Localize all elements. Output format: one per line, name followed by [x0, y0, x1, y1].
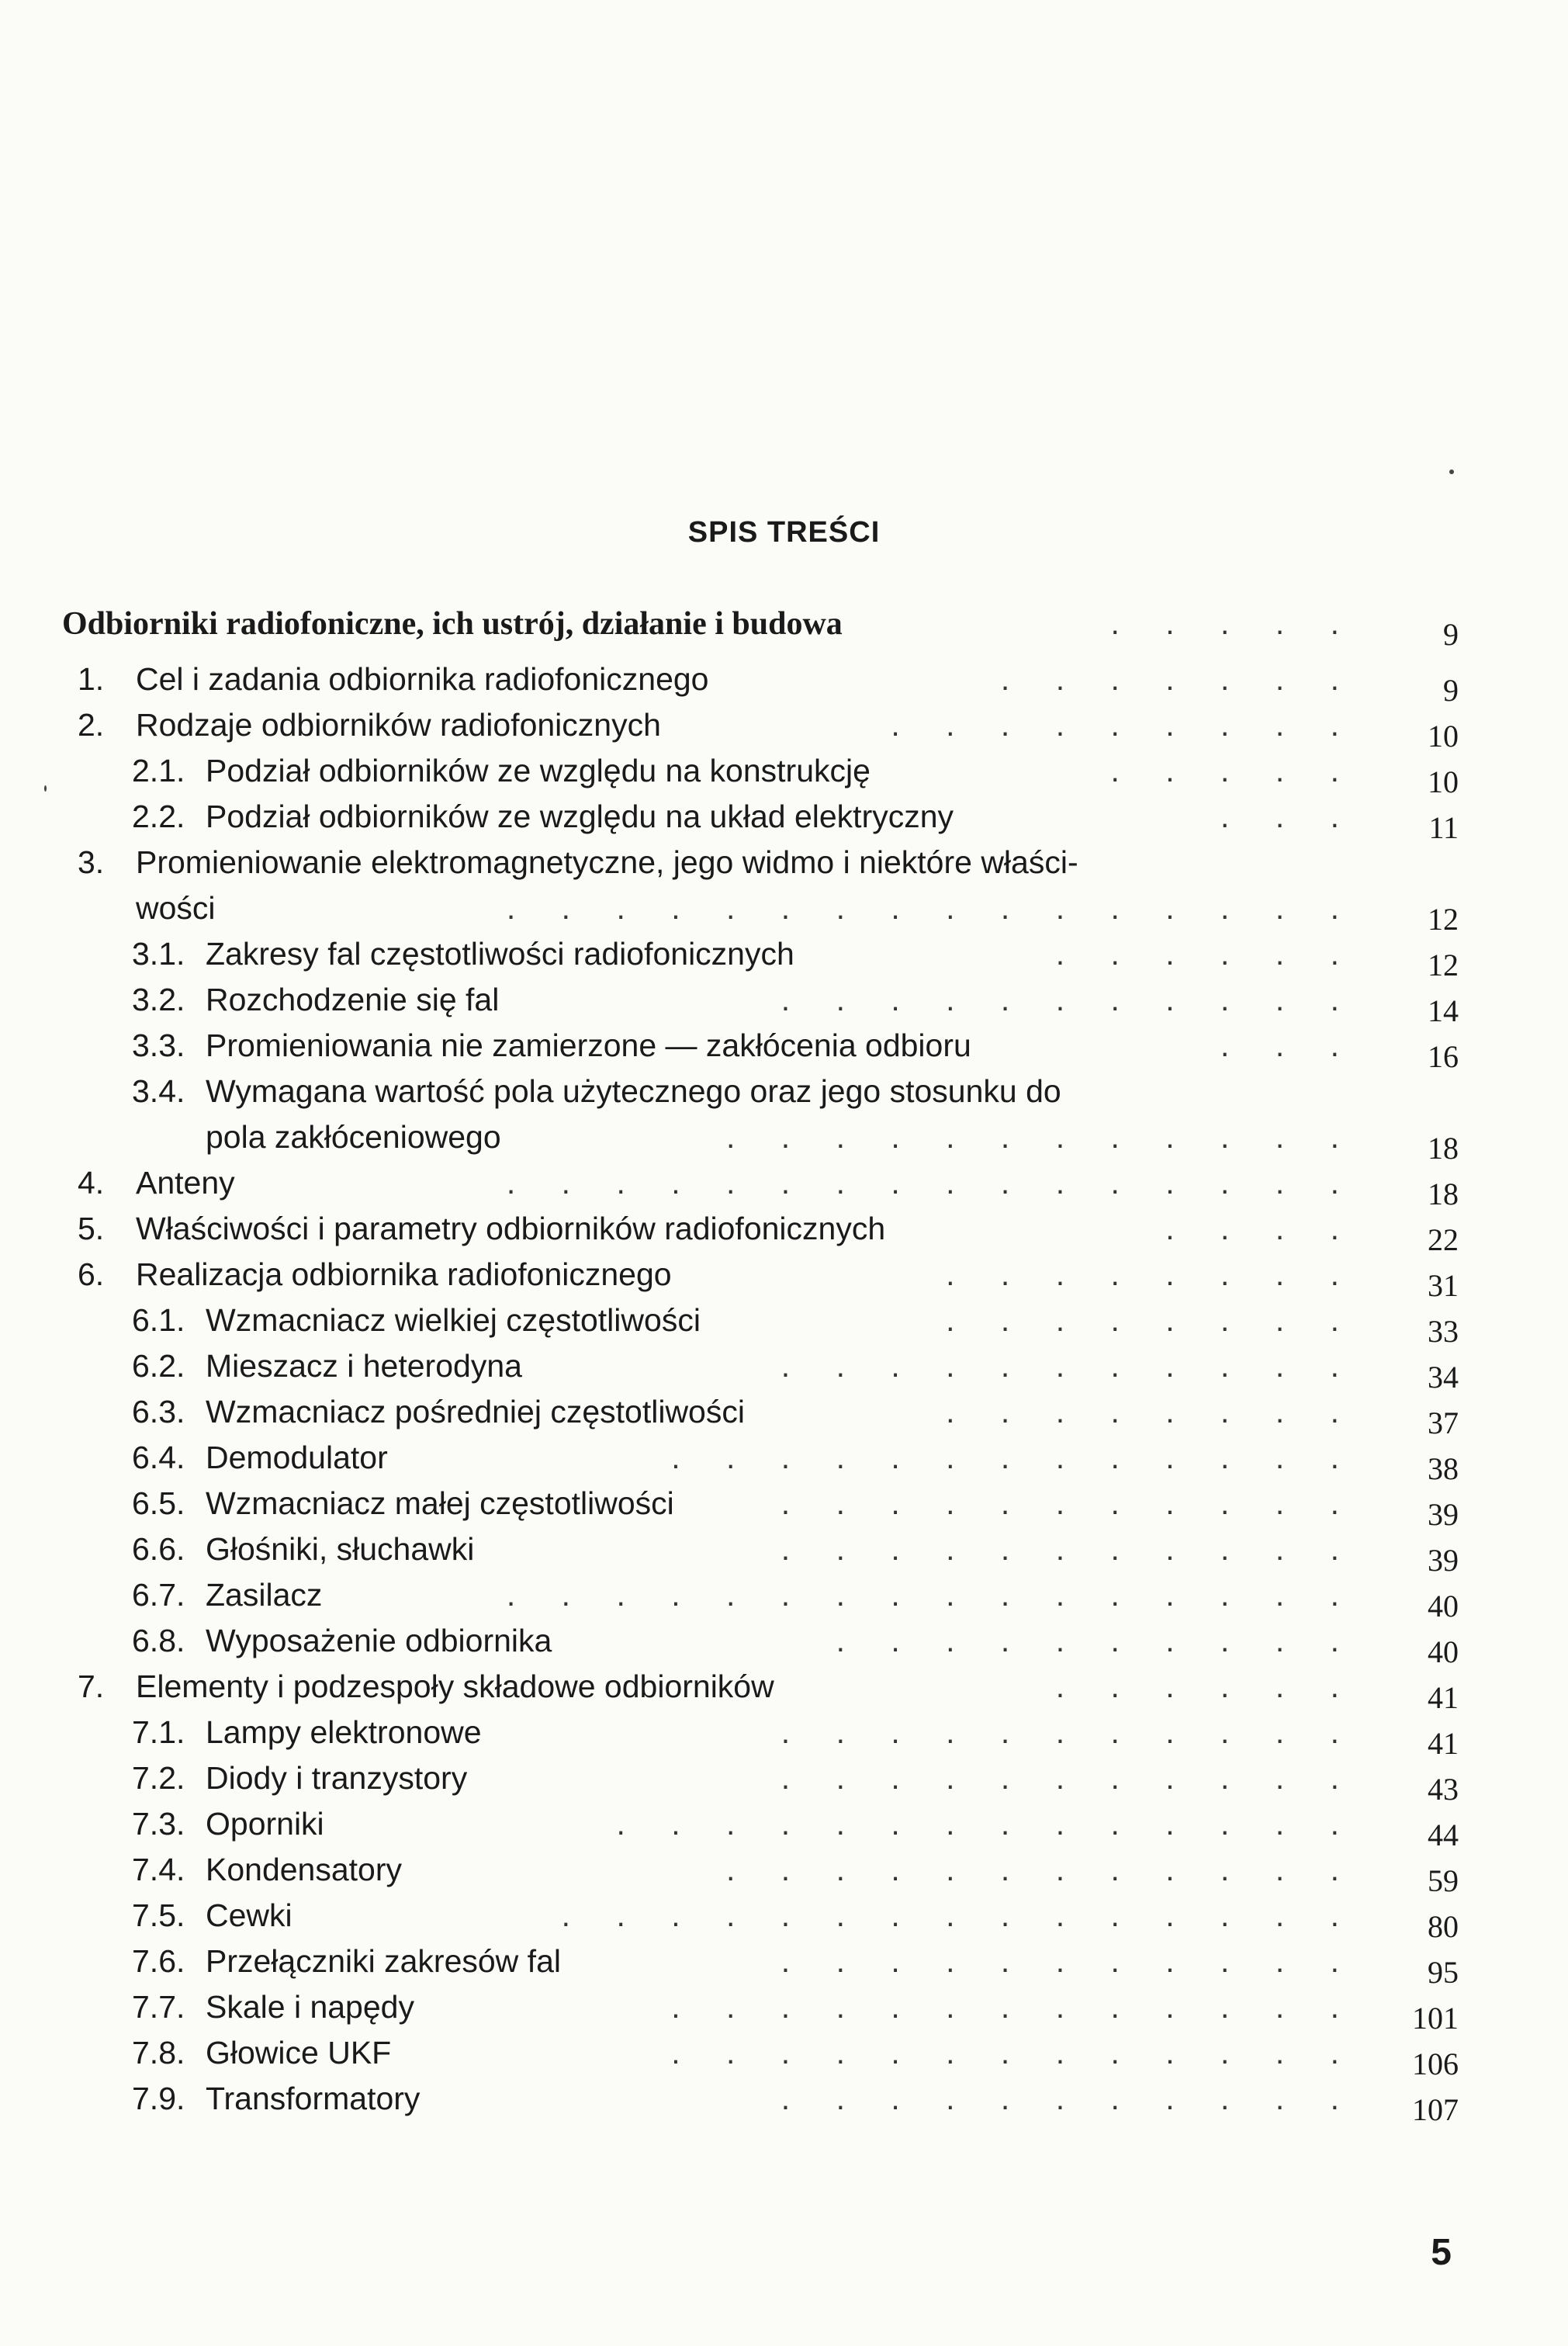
toc-entry-title: Cewki	[206, 1897, 292, 1933]
page-title: SPIS TREŚCI	[687, 516, 881, 549]
toc-entry-page: 39	[1428, 1497, 1459, 1532]
toc-entry-number: 6.7.	[132, 1577, 185, 1613]
toc-entry-number: 2.2.	[132, 799, 185, 834]
toc-entry-page: 11	[1428, 810, 1459, 845]
dot-leader: . . . . . . . . . . .	[781, 1348, 1358, 1384]
toc-entry-page: 31	[1428, 1268, 1459, 1303]
toc-entry-page: 107	[1412, 2092, 1459, 2127]
toc-entry-title: Rozchodzenie się fal	[206, 982, 500, 1017]
paper-speck	[44, 785, 47, 792]
toc-entry-number: 3.4.	[132, 1073, 185, 1109]
toc-entry-title-continuation: pola zakłóceniowego	[206, 1119, 501, 1155]
dot-leader: . . . . . . . .	[946, 1394, 1358, 1429]
dot-leader: . . . . . . . . . .	[836, 1623, 1358, 1658]
dot-leader: . . . . . . . . . . . . .	[671, 2035, 1358, 2071]
toc-entry-page: 9	[1443, 673, 1459, 708]
toc-entry-page: 101	[1412, 2001, 1459, 2036]
toc-entry-title: Anteny	[136, 1165, 235, 1201]
toc-entry-title: Kondensatory	[206, 1852, 403, 1887]
toc-entry-page: 95	[1428, 1955, 1459, 1990]
toc-entry-page: 43	[1428, 1772, 1459, 1807]
toc-entry-page: 12	[1428, 902, 1459, 937]
toc-entry-title: Podział odbiorników ze względu na układ elektryczny	[206, 799, 954, 834]
toc-entry-title: Demodulator	[206, 1440, 388, 1475]
toc-entry-page: 34	[1428, 1360, 1459, 1395]
paper-speck	[1449, 470, 1454, 474]
toc-entry-page: 59	[1428, 1863, 1459, 1898]
dot-leader: . . . . . . . . . . . . . . . .	[506, 1165, 1358, 1201]
page-number: 5	[1431, 2232, 1452, 2273]
dot-leader: . . . . . . . . . . . . . . . .	[506, 890, 1358, 926]
toc-entry-title: Zasilacz	[206, 1577, 323, 1613]
dot-leader: . . . . . . . . . . . . .	[671, 1989, 1358, 2025]
toc-entry-page: 33	[1428, 1314, 1459, 1349]
toc-entry-page: 18	[1428, 1176, 1459, 1211]
toc-entry-number: 7.4.	[132, 1852, 185, 1887]
toc-entry-number: 7.3.	[132, 1806, 185, 1842]
toc-entry-title: Diody i tranzystory	[206, 1760, 468, 1796]
toc-entry-number: 6.3.	[132, 1394, 185, 1429]
toc-entry-page: 12	[1428, 948, 1459, 982]
section-title: Odbiorniki radiofoniczne, ich ustrój, działanie i budowa	[62, 606, 843, 642]
toc-entry-title-continuation: wości	[136, 890, 216, 926]
toc-entry-number: 7.8.	[132, 2035, 185, 2071]
dot-leader: . . . . . .	[1055, 936, 1358, 972]
toc-entry-title: Rodzaje odbiorników radiofonicznych	[136, 707, 661, 743]
dot-leader: . . . . . . . . . . . . . .	[616, 1806, 1358, 1842]
toc-entry-page: 10	[1428, 719, 1459, 754]
toc-entry-page: 37	[1428, 1405, 1459, 1440]
toc-entry-page: 14	[1428, 993, 1459, 1028]
toc-entry-number: 3.3.	[132, 1027, 185, 1063]
toc-entry-number: 2.1.	[132, 753, 185, 788]
dot-leader: . . . . . . . . . . .	[781, 982, 1358, 1017]
toc-entry-title: Zakresy fal częstotliwości radiofonicznych	[206, 936, 794, 972]
dot-leader: . . . . . . . . . . .	[781, 2081, 1358, 2116]
dot-leader: . . . . . . . . . . . .	[726, 1852, 1358, 1887]
toc-entry-title: Właściwości i parametry odbiorników radiofonicznych	[136, 1211, 886, 1246]
toc-entry-number: 7.7.	[132, 1989, 185, 2025]
toc-entry-number: 7.2.	[132, 1760, 185, 1796]
toc-entry-title: Wzmacniacz małej częstotliwości	[206, 1485, 674, 1521]
toc-entry-number: 6.6.	[132, 1531, 185, 1567]
dot-leader: . . .	[1220, 1027, 1358, 1063]
toc-entry-page: 38	[1428, 1451, 1459, 1486]
toc-entry-number: 3.2.	[132, 982, 185, 1017]
dot-leader: . . . . . . . . . . .	[781, 1485, 1358, 1521]
dot-leader: . . . . . . . . . . .	[781, 1760, 1358, 1796]
dot-leader: . . . . .	[1110, 753, 1358, 788]
toc-entry-title: Transformatory	[206, 2081, 421, 2116]
dot-leader: . . . . . . . . . . . . .	[671, 1440, 1358, 1475]
toc-entry-title: Oporniki	[206, 1806, 324, 1842]
toc-entry-number: 3.1.	[132, 936, 185, 972]
toc-entry-number: 6.2.	[132, 1348, 185, 1384]
dot-leader: . . . . . .	[1055, 1669, 1358, 1704]
toc-entry-title: Wzmacniacz wielkiej częstotliwości	[206, 1302, 701, 1338]
dot-leader: . . . . . . . . . . .	[781, 1531, 1358, 1567]
toc-entry-number: 7.9.	[132, 2081, 185, 2116]
toc-entry-title: Cel i zadania odbiornika radiofonicznego	[136, 661, 709, 697]
dot-leader: . . . .	[1165, 1211, 1358, 1246]
toc-entry-page: 18	[1428, 1131, 1459, 1166]
dot-leader: . . . . . . .	[1000, 661, 1358, 697]
dot-leader: . . .	[1220, 799, 1358, 834]
toc-entry-page: 40	[1428, 1634, 1459, 1669]
toc-entry-page: 16	[1428, 1039, 1459, 1074]
toc-entry-page: 44	[1428, 1818, 1459, 1852]
dot-leader: . . . . .	[1110, 605, 1358, 641]
toc-entry-page: 41	[1428, 1726, 1459, 1761]
dot-leader: . . . . . . . . . . .	[781, 1714, 1358, 1750]
toc-entry-page: 10	[1428, 764, 1459, 799]
dot-leader: . . . . . . . . . . .	[781, 1943, 1358, 1979]
toc-entry-title: Wymagana wartość pola użytecznego oraz jego stosunku do	[206, 1073, 1061, 1109]
toc-entry-title: Elementy i podzespoły składowe odbiorników	[136, 1669, 774, 1704]
toc-entry-number: 3.	[78, 844, 105, 880]
toc-entry-title: Mieszacz i heterodyna	[206, 1348, 522, 1384]
toc-entry-title: Lampy elektronowe	[206, 1714, 482, 1750]
toc-entry-number: 1.	[78, 661, 105, 697]
toc-entry-title: Przełączniki zakresów fal	[206, 1943, 561, 1979]
toc-entry-page: 22	[1428, 1222, 1459, 1257]
dot-leader: . . . . . . . . .	[891, 707, 1358, 743]
toc-entry-number: 6.	[78, 1256, 105, 1292]
dot-leader: . . . . . . . . . . . . . . .	[561, 1897, 1358, 1933]
toc-entry-number: 4.	[78, 1165, 105, 1201]
toc-entry-number: 2.	[78, 707, 105, 743]
toc-entry-title: Podział odbiorników ze względu na konstrukcję	[206, 753, 871, 788]
section-page: 9	[1443, 617, 1459, 652]
toc-entry-title: Wyposażenie odbiornika	[206, 1623, 552, 1658]
toc-entry-number: 7.	[78, 1669, 105, 1704]
toc-entry-number: 7.1.	[132, 1714, 185, 1750]
toc-entry-title: Skale i napędy	[206, 1989, 414, 2025]
toc-entry-title: Promieniowania nie zamierzone — zakłócenia odbioru	[206, 1027, 971, 1063]
toc-entry-page: 39	[1428, 1543, 1459, 1578]
toc-entry-page: 41	[1428, 1680, 1459, 1715]
toc-entry-title: Głowice UKF	[206, 2035, 392, 2071]
toc-entry-page: 40	[1428, 1589, 1459, 1623]
toc-entry-number: 5.	[78, 1211, 105, 1246]
toc-entry-title: Promieniowanie elektromagnetyczne, jego widmo i niektóre właści-	[136, 844, 1078, 880]
dot-leader: . . . . . . . .	[946, 1256, 1358, 1292]
toc-entry-title: Głośniki, słuchawki	[206, 1531, 475, 1567]
toc-entry-title: Wzmacniacz pośredniej częstotliwości	[206, 1394, 745, 1429]
toc-entry-page: 80	[1428, 1909, 1459, 1944]
toc-entry-number: 7.5.	[132, 1897, 185, 1933]
toc-entry-page: 106	[1412, 2046, 1459, 2081]
dot-leader: . . . . . . . .	[946, 1302, 1358, 1338]
toc-entry-number: 7.6.	[132, 1943, 185, 1979]
toc-entry-number: 6.4.	[132, 1440, 185, 1475]
toc-entry-number: 6.8.	[132, 1623, 185, 1658]
toc-entry-title: Realizacja odbiornika radiofonicznego	[136, 1256, 672, 1292]
toc-entry-number: 6.5.	[132, 1485, 185, 1521]
toc-entry-number: 6.1.	[132, 1302, 185, 1338]
dot-leader: . . . . . . . . . . . .	[726, 1119, 1358, 1155]
dot-leader: . . . . . . . . . . . . . . . .	[506, 1577, 1358, 1613]
